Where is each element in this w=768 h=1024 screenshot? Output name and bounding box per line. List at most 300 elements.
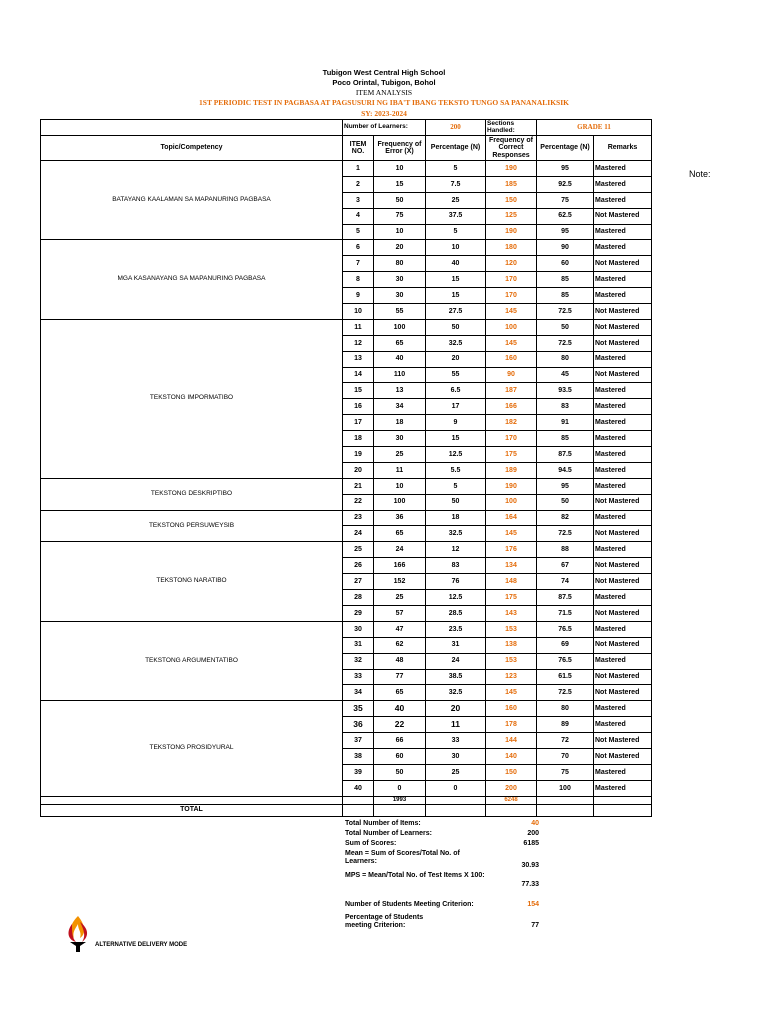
remark-cell: Not Mastered bbox=[594, 335, 652, 351]
remark-cell: Mastered bbox=[594, 590, 652, 606]
percentage-cell: 17 bbox=[426, 399, 486, 415]
item-number-cell: 36 bbox=[343, 717, 374, 733]
remark-cell: Mastered bbox=[594, 717, 652, 733]
freq-error-cell: 11 bbox=[374, 462, 426, 478]
freq-correct-cell: 170 bbox=[486, 272, 537, 288]
freq-correct-cell: 140 bbox=[486, 748, 537, 764]
item-number-cell: 21 bbox=[343, 478, 374, 494]
freq-error-cell: 25 bbox=[374, 447, 426, 463]
freq-correct-cell: 178 bbox=[486, 717, 537, 733]
blank-cell bbox=[594, 804, 652, 816]
item-number-cell: 35 bbox=[343, 701, 374, 717]
info-row bbox=[41, 120, 652, 136]
correct-sum-cell: 6248 bbox=[486, 796, 537, 804]
remark-cell: Not Mastered bbox=[594, 733, 652, 749]
percentage-cell: 15 bbox=[426, 272, 486, 288]
item-number-cell: 5 bbox=[343, 224, 374, 240]
percentage-2-cell: 74 bbox=[537, 574, 594, 590]
percentage-2-cell: 45 bbox=[537, 367, 594, 383]
table-row bbox=[41, 542, 652, 558]
pct-meeting-value: 77 bbox=[531, 922, 539, 929]
freq-error-cell: 10 bbox=[374, 478, 426, 494]
item-number-cell: 40 bbox=[343, 780, 374, 796]
percentage-cell: 32.5 bbox=[426, 526, 486, 542]
freq-correct-cell: 200 bbox=[486, 780, 537, 796]
freq-correct-cell: 153 bbox=[486, 621, 537, 637]
freq-error-cell: 80 bbox=[374, 256, 426, 272]
percentage-cell: 0 bbox=[426, 780, 486, 796]
percentage-cell: 20 bbox=[426, 351, 486, 367]
freq-error-cell: 40 bbox=[374, 701, 426, 717]
item-number-cell: 9 bbox=[343, 288, 374, 304]
item-number-cell: 7 bbox=[343, 256, 374, 272]
topic-cell: TEKSTONG NARATIBO bbox=[41, 542, 343, 621]
percentage-cell: 5 bbox=[426, 224, 486, 240]
item-number-cell: 14 bbox=[343, 367, 374, 383]
percentage-2-cell: 50 bbox=[537, 319, 594, 335]
document-type: ITEM ANALYSIS bbox=[355, 88, 413, 97]
freq-correct-cell: 160 bbox=[486, 701, 537, 717]
total-items-label: Total Number of Items: bbox=[345, 820, 421, 827]
remark-cell: Mastered bbox=[594, 764, 652, 780]
freq-error-cell: 0 bbox=[374, 780, 426, 796]
note-label: Note: bbox=[689, 169, 711, 179]
freq-correct-cell: 100 bbox=[486, 319, 537, 335]
remark-cell: Mastered bbox=[594, 288, 652, 304]
percentage-2-cell: 85 bbox=[537, 431, 594, 447]
percentage-cell: 18 bbox=[426, 510, 486, 526]
percentage-2-cell: 62.5 bbox=[537, 208, 594, 224]
percentage-2-cell: 80 bbox=[537, 351, 594, 367]
school-name: Tubigon West Central High School bbox=[322, 68, 446, 77]
blank-cell bbox=[537, 796, 594, 804]
percentage-2-cell: 67 bbox=[537, 558, 594, 574]
item-number-cell: 37 bbox=[343, 733, 374, 749]
percentage-cell: 11 bbox=[426, 717, 486, 733]
percentage-2-cell: 72.5 bbox=[537, 335, 594, 351]
table-row bbox=[41, 478, 652, 494]
blank-cell bbox=[374, 804, 426, 816]
freq-correct-cell: 180 bbox=[486, 240, 537, 256]
percentage-cell: 23.5 bbox=[426, 621, 486, 637]
freq-error-cell: 110 bbox=[374, 367, 426, 383]
remark-cell: Not Mastered bbox=[594, 637, 652, 653]
freq-correct-cell: 90 bbox=[486, 367, 537, 383]
percentage-2-cell: 72.5 bbox=[537, 304, 594, 320]
item-number-cell: 31 bbox=[343, 637, 374, 653]
sum-scores-value: 6185 bbox=[523, 840, 539, 847]
remark-cell: Mastered bbox=[594, 431, 652, 447]
percentage-2-cell: 100 bbox=[537, 780, 594, 796]
percentage-2-cell: 89 bbox=[537, 717, 594, 733]
freq-correct-cell: 150 bbox=[486, 764, 537, 780]
freq-error-cell: 10 bbox=[374, 224, 426, 240]
percentage-2-cell: 71.5 bbox=[537, 605, 594, 621]
percentage-2-cell: 94.5 bbox=[537, 462, 594, 478]
item-number-cell: 8 bbox=[343, 272, 374, 288]
freq-correct-cell: 120 bbox=[486, 256, 537, 272]
remark-cell: Mastered bbox=[594, 351, 652, 367]
col-percentage: Percentage (N) bbox=[426, 136, 486, 161]
remark-cell: Not Mastered bbox=[594, 669, 652, 685]
remark-cell: Not Mastered bbox=[594, 605, 652, 621]
item-number-cell: 4 bbox=[343, 208, 374, 224]
grade-label: GRADE 11 bbox=[537, 120, 652, 136]
freq-error-cell: 75 bbox=[374, 208, 426, 224]
freq-error-cell: 30 bbox=[374, 288, 426, 304]
freq-error-cell: 15 bbox=[374, 176, 426, 192]
percentage-cell: 5.5 bbox=[426, 462, 486, 478]
freq-error-cell: 57 bbox=[374, 605, 426, 621]
meeting-label: Number of Students Meeting Criterion: bbox=[345, 901, 474, 908]
freq-correct-cell: 164 bbox=[486, 510, 537, 526]
remark-cell: Mastered bbox=[594, 542, 652, 558]
freq-error-cell: 66 bbox=[374, 733, 426, 749]
percentage-2-cell: 69 bbox=[537, 637, 594, 653]
percentage-2-cell: 91 bbox=[537, 415, 594, 431]
remark-cell: Mastered bbox=[594, 224, 652, 240]
test-title: 1ST PERIODIC TEST IN PAGBASA AT PAGSUSURI NG IBA'T IBANG TEKSTO TUNGO SA PANANALIKSIK bbox=[199, 98, 569, 107]
freq-correct-cell: 138 bbox=[486, 637, 537, 653]
item-number-cell: 17 bbox=[343, 415, 374, 431]
freq-error-cell: 25 bbox=[374, 590, 426, 606]
percentage-cell: 10 bbox=[426, 240, 486, 256]
col-percentage-2: Percentage (N) bbox=[537, 136, 594, 161]
percentage-cell: 12.5 bbox=[426, 447, 486, 463]
table-row bbox=[41, 510, 652, 526]
table-row bbox=[41, 621, 652, 637]
table-row bbox=[41, 161, 652, 177]
remark-cell: Mastered bbox=[594, 653, 652, 669]
percentage-2-cell: 60 bbox=[537, 256, 594, 272]
percentage-2-cell: 72 bbox=[537, 733, 594, 749]
freq-correct-cell: 190 bbox=[486, 161, 537, 177]
percentage-cell: 28.5 bbox=[426, 605, 486, 621]
freq-correct-cell: 150 bbox=[486, 192, 537, 208]
freq-error-cell: 22 bbox=[374, 717, 426, 733]
item-number-cell: 34 bbox=[343, 685, 374, 701]
percentage-2-cell: 93.5 bbox=[537, 383, 594, 399]
freq-error-cell: 36 bbox=[374, 510, 426, 526]
remark-cell: Mastered bbox=[594, 701, 652, 717]
percentage-2-cell: 90 bbox=[537, 240, 594, 256]
column-header-row bbox=[41, 136, 652, 161]
item-number-cell: 11 bbox=[343, 319, 374, 335]
remark-cell: Mastered bbox=[594, 510, 652, 526]
freq-correct-cell: 190 bbox=[486, 478, 537, 494]
item-number-cell: 18 bbox=[343, 431, 374, 447]
freq-error-cell: 13 bbox=[374, 383, 426, 399]
remark-cell: Mastered bbox=[594, 272, 652, 288]
total-label: TOTAL bbox=[41, 804, 343, 816]
freq-correct-cell: 148 bbox=[486, 574, 537, 590]
remark-cell: Mastered bbox=[594, 478, 652, 494]
percentage-cell: 7.5 bbox=[426, 176, 486, 192]
freq-correct-cell: 143 bbox=[486, 605, 537, 621]
topic-cell: BATAYANG KAALAMAN SA MAPANURING PAGBASA bbox=[41, 161, 343, 240]
total-row bbox=[41, 804, 652, 816]
remark-cell: Mastered bbox=[594, 383, 652, 399]
pct-meeting-label: Percentage of Students meeting Criterion: bbox=[345, 914, 424, 929]
percentage-2-cell: 85 bbox=[537, 288, 594, 304]
percentage-2-cell: 80 bbox=[537, 701, 594, 717]
sum-scores-label: Sum of Scores: bbox=[345, 840, 397, 847]
item-number-cell: 25 bbox=[343, 542, 374, 558]
school-address: Poco Orintal, Tubigon, Bohol bbox=[332, 78, 436, 87]
percentage-2-cell: 76.5 bbox=[537, 621, 594, 637]
sum-row bbox=[41, 796, 652, 804]
flame-icon bbox=[66, 914, 96, 954]
item-number-cell: 28 bbox=[343, 590, 374, 606]
freq-correct-cell: 160 bbox=[486, 351, 537, 367]
percentage-cell: 55 bbox=[426, 367, 486, 383]
percentage-2-cell: 95 bbox=[537, 224, 594, 240]
percentage-cell: 9 bbox=[426, 415, 486, 431]
remark-cell: Not Mastered bbox=[594, 494, 652, 510]
freq-error-cell: 30 bbox=[374, 431, 426, 447]
item-number-cell: 39 bbox=[343, 764, 374, 780]
learners-label: Number of Learners: bbox=[343, 120, 426, 136]
blank-cell bbox=[41, 120, 343, 136]
remark-cell: Not Mastered bbox=[594, 256, 652, 272]
percentage-2-cell: 83 bbox=[537, 399, 594, 415]
freq-correct-cell: 182 bbox=[486, 415, 537, 431]
item-number-cell: 24 bbox=[343, 526, 374, 542]
topic-cell: TEKSTONG DESKRIPTIBO bbox=[41, 478, 343, 510]
percentage-2-cell: 61.5 bbox=[537, 669, 594, 685]
percentage-2-cell: 76.5 bbox=[537, 653, 594, 669]
freq-error-cell: 100 bbox=[374, 319, 426, 335]
freq-error-cell: 65 bbox=[374, 685, 426, 701]
col-freq-error: Frequency of Error (X) bbox=[374, 136, 426, 161]
percentage-cell: 50 bbox=[426, 494, 486, 510]
freq-error-cell: 34 bbox=[374, 399, 426, 415]
item-number-cell: 26 bbox=[343, 558, 374, 574]
table-row bbox=[41, 240, 652, 256]
item-number-cell: 32 bbox=[343, 653, 374, 669]
percentage-2-cell: 72.5 bbox=[537, 685, 594, 701]
percentage-cell: 76 bbox=[426, 574, 486, 590]
percentage-cell: 20 bbox=[426, 701, 486, 717]
percentage-cell: 27.5 bbox=[426, 304, 486, 320]
remark-cell: Mastered bbox=[594, 780, 652, 796]
remark-cell: Mastered bbox=[594, 192, 652, 208]
freq-error-cell: 55 bbox=[374, 304, 426, 320]
freq-correct-cell: 153 bbox=[486, 653, 537, 669]
freq-error-cell: 60 bbox=[374, 748, 426, 764]
freq-correct-cell: 144 bbox=[486, 733, 537, 749]
freq-correct-cell: 145 bbox=[486, 526, 537, 542]
percentage-cell: 5 bbox=[426, 478, 486, 494]
remark-cell: Not Mastered bbox=[594, 574, 652, 590]
percentage-cell: 15 bbox=[426, 288, 486, 304]
item-number-cell: 29 bbox=[343, 605, 374, 621]
remark-cell: Mastered bbox=[594, 447, 652, 463]
remark-cell: Not Mastered bbox=[594, 526, 652, 542]
freq-correct-cell: 187 bbox=[486, 383, 537, 399]
freq-error-cell: 50 bbox=[374, 192, 426, 208]
meeting-value: 154 bbox=[527, 901, 539, 908]
percentage-cell: 25 bbox=[426, 764, 486, 780]
item-number-cell: 3 bbox=[343, 192, 374, 208]
freq-error-cell: 65 bbox=[374, 335, 426, 351]
blank-cell bbox=[594, 796, 652, 804]
sections-label: Sections Handled: bbox=[486, 120, 537, 136]
freq-error-cell: 10 bbox=[374, 161, 426, 177]
item-number-cell: 6 bbox=[343, 240, 374, 256]
freq-correct-cell: 170 bbox=[486, 288, 537, 304]
item-number-cell: 20 bbox=[343, 462, 374, 478]
table-row bbox=[41, 319, 652, 335]
item-number-cell: 33 bbox=[343, 669, 374, 685]
blank-cell bbox=[343, 804, 374, 816]
percentage-cell: 50 bbox=[426, 319, 486, 335]
freq-correct-cell: 175 bbox=[486, 590, 537, 606]
percentage-2-cell: 95 bbox=[537, 161, 594, 177]
percentage-cell: 24 bbox=[426, 653, 486, 669]
total-learners-label: Total Number of Learners: bbox=[345, 830, 432, 837]
remark-cell: Not Mastered bbox=[594, 367, 652, 383]
freq-correct-cell: 145 bbox=[486, 335, 537, 351]
adm-logo bbox=[66, 914, 96, 954]
freq-correct-cell: 170 bbox=[486, 431, 537, 447]
freq-error-cell: 24 bbox=[374, 542, 426, 558]
percentage-2-cell: 75 bbox=[537, 764, 594, 780]
error-sum-cell: 1993 bbox=[374, 796, 426, 804]
item-number-cell: 19 bbox=[343, 447, 374, 463]
item-number-cell: 15 bbox=[343, 383, 374, 399]
percentage-2-cell: 50 bbox=[537, 494, 594, 510]
freq-correct-cell: 190 bbox=[486, 224, 537, 240]
remark-cell: Not Mastered bbox=[594, 558, 652, 574]
freq-error-cell: 40 bbox=[374, 351, 426, 367]
blank-cell bbox=[343, 796, 374, 804]
col-freq-correct: Frequency of Correct Responses bbox=[486, 136, 537, 161]
percentage-cell: 32.5 bbox=[426, 685, 486, 701]
remark-cell: Mastered bbox=[594, 240, 652, 256]
freq-correct-cell: 176 bbox=[486, 542, 537, 558]
freq-correct-cell: 145 bbox=[486, 685, 537, 701]
mps-value: 77.33 bbox=[521, 881, 539, 888]
freq-error-cell: 47 bbox=[374, 621, 426, 637]
freq-correct-cell: 145 bbox=[486, 304, 537, 320]
freq-error-cell: 166 bbox=[374, 558, 426, 574]
percentage-cell: 12.5 bbox=[426, 590, 486, 606]
percentage-cell: 12 bbox=[426, 542, 486, 558]
percentage-cell: 25 bbox=[426, 192, 486, 208]
percentage-cell: 33 bbox=[426, 733, 486, 749]
freq-correct-cell: 123 bbox=[486, 669, 537, 685]
mean-value: 30.93 bbox=[521, 862, 539, 869]
item-number-cell: 38 bbox=[343, 748, 374, 764]
topic-cell: TEKSTONG PROSIDYURAL bbox=[41, 701, 343, 796]
remark-cell: Mastered bbox=[594, 176, 652, 192]
freq-error-cell: 100 bbox=[374, 494, 426, 510]
item-number-cell: 16 bbox=[343, 399, 374, 415]
freq-error-cell: 152 bbox=[374, 574, 426, 590]
item-number-cell: 13 bbox=[343, 351, 374, 367]
freq-error-cell: 77 bbox=[374, 669, 426, 685]
percentage-cell: 15 bbox=[426, 431, 486, 447]
school-year: SY: 2023-2024 bbox=[361, 109, 407, 118]
remark-cell: Mastered bbox=[594, 161, 652, 177]
item-number-cell: 23 bbox=[343, 510, 374, 526]
total-items-value: 40 bbox=[531, 820, 539, 827]
item-number-cell: 27 bbox=[343, 574, 374, 590]
remark-cell: Not Mastered bbox=[594, 319, 652, 335]
freq-error-cell: 62 bbox=[374, 637, 426, 653]
mean-label: Mean = Sum of Scores/Total No. of Learners: bbox=[345, 850, 460, 865]
remark-cell: Not Mastered bbox=[594, 685, 652, 701]
percentage-2-cell: 95 bbox=[537, 478, 594, 494]
percentage-2-cell: 82 bbox=[537, 510, 594, 526]
topic-cell: MGA KASANAYANG SA MAPANURING PAGBASA bbox=[41, 240, 343, 319]
freq-correct-cell: 175 bbox=[486, 447, 537, 463]
col-topic: Topic/Competency bbox=[41, 136, 343, 161]
remark-cell: Mastered bbox=[594, 621, 652, 637]
topic-cell: TEKSTONG IMPORMATIBO bbox=[41, 319, 343, 478]
topic-cell: TEKSTONG ARGUMENTATIBO bbox=[41, 621, 343, 700]
adm-logo-text: ALTERNATIVE DELIVERY MODE bbox=[95, 942, 188, 948]
percentage-2-cell: 72.5 bbox=[537, 526, 594, 542]
topic-cell: TEKSTONG PERSUWEYSIB bbox=[41, 510, 343, 542]
freq-error-cell: 48 bbox=[374, 653, 426, 669]
mps-label: MPS = Mean/Total No. of Test Items X 100: bbox=[345, 872, 485, 879]
percentage-2-cell: 85 bbox=[537, 272, 594, 288]
percentage-cell: 83 bbox=[426, 558, 486, 574]
item-number-cell: 1 bbox=[343, 161, 374, 177]
percentage-cell: 6.5 bbox=[426, 383, 486, 399]
blank-cell bbox=[426, 796, 486, 804]
percentage-2-cell: 92.5 bbox=[537, 176, 594, 192]
freq-error-cell: 20 bbox=[374, 240, 426, 256]
item-number-cell: 2 bbox=[343, 176, 374, 192]
item-number-cell: 22 bbox=[343, 494, 374, 510]
item-number-cell: 10 bbox=[343, 304, 374, 320]
percentage-2-cell: 87.5 bbox=[537, 590, 594, 606]
freq-correct-cell: 100 bbox=[486, 494, 537, 510]
blank-cell bbox=[486, 804, 537, 816]
remark-cell: Not Mastered bbox=[594, 208, 652, 224]
freq-correct-cell: 189 bbox=[486, 462, 537, 478]
percentage-2-cell: 88 bbox=[537, 542, 594, 558]
percentage-cell: 37.5 bbox=[426, 208, 486, 224]
freq-error-cell: 18 bbox=[374, 415, 426, 431]
freq-error-cell: 50 bbox=[374, 764, 426, 780]
percentage-cell: 38.5 bbox=[426, 669, 486, 685]
remark-cell: Mastered bbox=[594, 462, 652, 478]
item-analysis-table bbox=[40, 119, 652, 817]
remark-cell: Not Mastered bbox=[594, 748, 652, 764]
percentage-2-cell: 70 bbox=[537, 748, 594, 764]
percentage-cell: 5 bbox=[426, 161, 486, 177]
col-remarks: Remarks bbox=[594, 136, 652, 161]
freq-correct-cell: 185 bbox=[486, 176, 537, 192]
percentage-2-cell: 75 bbox=[537, 192, 594, 208]
freq-error-cell: 65 bbox=[374, 526, 426, 542]
remark-cell: Mastered bbox=[594, 415, 652, 431]
table-row bbox=[41, 701, 652, 717]
percentage-cell: 30 bbox=[426, 748, 486, 764]
blank-cell bbox=[41, 796, 343, 804]
learners-value: 200 bbox=[426, 120, 486, 136]
col-item-no: ITEM NO. bbox=[343, 136, 374, 161]
freq-correct-cell: 166 bbox=[486, 399, 537, 415]
blank-cell bbox=[537, 804, 594, 816]
freq-correct-cell: 134 bbox=[486, 558, 537, 574]
remark-cell: Not Mastered bbox=[594, 304, 652, 320]
freq-correct-cell: 125 bbox=[486, 208, 537, 224]
